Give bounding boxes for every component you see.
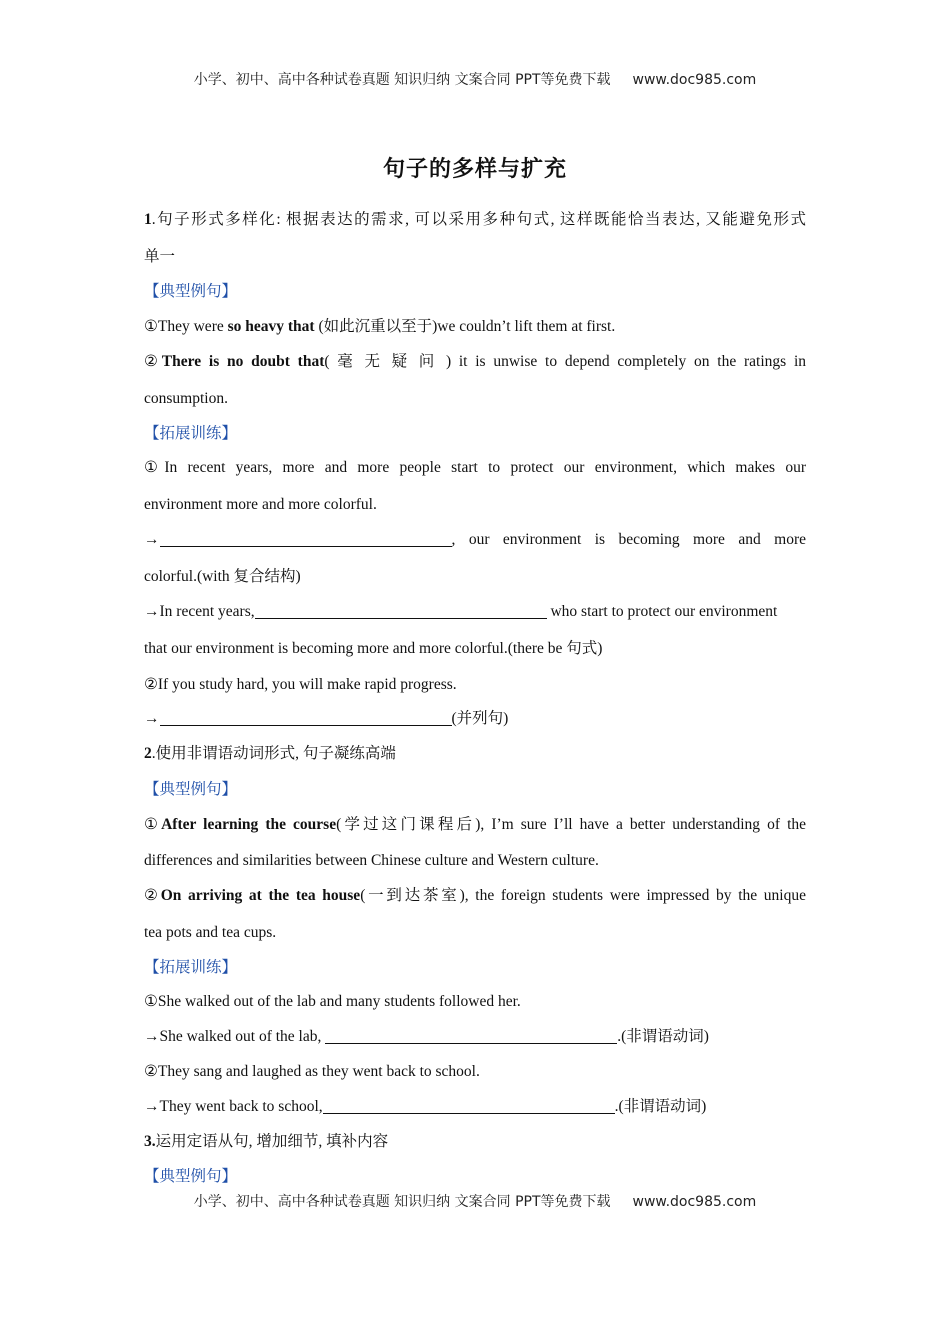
answer-blank[interactable] [323, 1097, 615, 1114]
example-sentence-cont: consumption. [144, 390, 228, 407]
exercise-answer: →She walked out of the lab, .(非谓语动词) [144, 1028, 709, 1045]
exercise-answer-cont: colorful.(with 复合结构) [144, 568, 301, 585]
section-3-heading: 3.运用定语从句, 增加细节, 填补内容 [144, 1133, 389, 1150]
label-typical-examples: 【典型例句】 [144, 1168, 238, 1185]
page-header [0, 69, 950, 89]
label-typical-examples: 【典型例句】 [144, 283, 238, 300]
answer-blank[interactable] [160, 530, 452, 547]
section-1-heading: 1.句子形式多样化: 根据表达的需求, 可以采用多种句式, 这样既能恰当表达, 又能避免形式 [144, 211, 806, 228]
exercise-answer: →In recent years, who start to protect our environment [144, 603, 778, 620]
section-3-number: 3. [144, 1133, 156, 1150]
document-title: 句子的多样与扩充 [382, 157, 567, 182]
exercise-question-cont: environment more and more colorful. [144, 496, 377, 513]
exercise-answer: → , our environment is becoming more and more [144, 531, 806, 548]
page-footer [0, 1191, 950, 1211]
section-2-heading: 2.使用非谓语动词形式, 句子凝练高端 [144, 745, 396, 762]
answer-blank[interactable] [160, 709, 452, 726]
section-2-number: 2 [144, 745, 152, 762]
exercise-answer-cont: that our environment is becoming more and more colorful.(there be 句式) [144, 640, 603, 657]
exercise-question: ①In recent years, more and more people start to protect our environment, which makes our [144, 459, 806, 476]
example-sentence: ②There is no doubt that( 毫 无 疑 问 ) it is unwise to depend completely on the ratings in [144, 353, 807, 370]
exercise-question: ②They sang and laughed as they went back to school. [144, 1063, 480, 1080]
example-sentence: ①After learning the course(学过这门课程后), I’m sure I’ll have a better understanding of the [144, 816, 807, 833]
header-text: 小学、初中、高中各种试卷真题 知识归纳 文案合同 PPT等免费下载 [193, 72, 611, 88]
example-sentence-cont: tea pots and tea cups. [144, 924, 277, 941]
example-sentence-cont: differences and similarities between Chinese culture and Western culture. [144, 852, 599, 869]
header-url[interactable]: www.doc985.com [632, 72, 757, 88]
label-extended-training: 【拓展训练】 [144, 425, 238, 442]
section-1-number: 1 [144, 211, 152, 228]
section-1-heading-cont: 单一 [144, 248, 176, 265]
footer-url[interactable]: www.doc985.com [632, 1194, 757, 1210]
footer-text: 小学、初中、高中各种试卷真题 知识归纳 文案合同 PPT等免费下载 [193, 1194, 611, 1210]
answer-blank[interactable] [325, 1027, 617, 1044]
example-sentence: ①They were so heavy that (如此沉重以至于)we couldn’t lift them at first. [144, 318, 616, 335]
label-extended-training: 【拓展训练】 [144, 959, 238, 976]
label-typical-examples: 【典型例句】 [144, 781, 238, 798]
exercise-answer: →They went back to school, .(非谓语动词) [144, 1098, 707, 1115]
exercise-question: ②If you study hard, you will make rapid progress. [144, 676, 457, 693]
answer-blank[interactable] [255, 602, 547, 619]
example-sentence: ②On arriving at the tea house(一到达茶室), the foreign students were impressed by the unique [144, 887, 806, 904]
exercise-question: ①She walked out of the lab and many students followed her. [144, 993, 521, 1010]
exercise-answer: → (并列句) [144, 710, 509, 727]
